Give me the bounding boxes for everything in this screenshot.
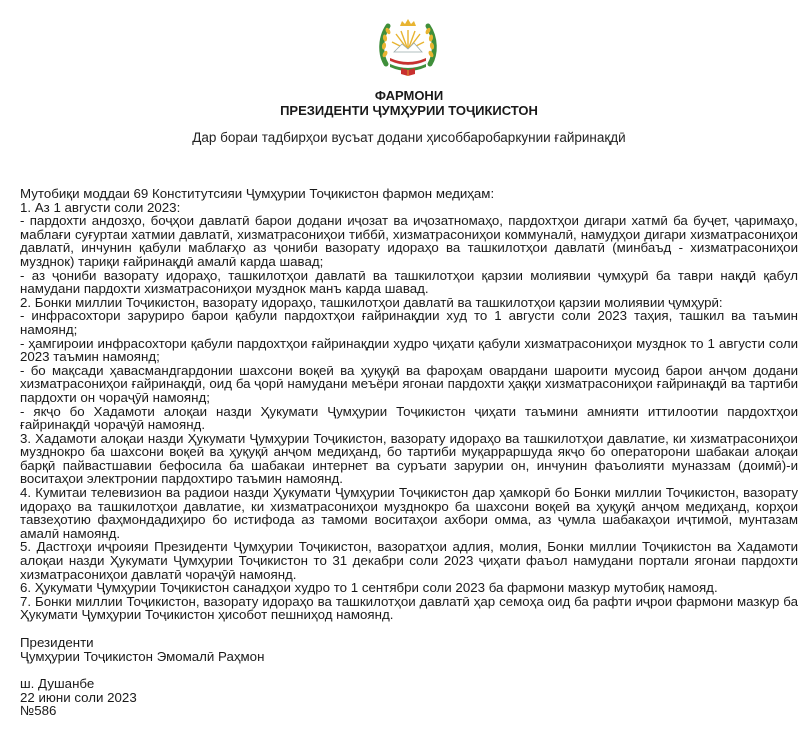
signature-block	[20, 636, 798, 663]
paragraph: - инфрасохтори заруриро барои қабули пардохтҳои ғайринақдии худ то 1 августи соли 2023 таҳия, ташкил ва таъмин намоянд;	[20, 308, 798, 337]
paragraph: - аз ҷониби вазорату идораҳо, ташкилотҳои давлатӣ ва ташкилотҳои қарзии молиявии ҷумҳурӣ ба таври нақдӣ қабул намудани пардохти хизматрасониҳои музднок манъ карда шавад.	[20, 267, 798, 297]
decree-body	[20, 187, 798, 622]
decree-number: №586	[20, 703, 57, 719]
decree-subtitle: Дар бораи тадбирҳои вусъат додани ҳисоббаробаркунии ғайринақдӣ	[192, 130, 626, 145]
decree-title	[20, 88, 798, 118]
paragraph: - якҷо бо Хадамоти алоқаи назди Ҳукумати Ҷумҳурии Тоҷикистон ҷиҳати таъмини амнияти иттилоотии пардохтҳои ғайринақдӣ чораҷӯӣ намоянд.	[20, 403, 798, 433]
tajikistan-emblem-icon	[376, 14, 440, 78]
paragraph: 3. Хадамоти алоқаи назди Ҳукумати Ҷумҳурии Тоҷикистон, вазорату идораҳо ва ташкилотҳои давлатие, ки хизматрасониҳои музднокро ба шахсони воқеӣ ва ҳуқуқӣ анҷом медиҳанд, бо тартиби муқарраршуда якҷо бо операторони шабакаи алоқаи барқӣ пайвастшавии бефосила ба шабакаи интернет ва суръати зарурии он, инчунин фаъолияти муназзам (доимӣ)-и воситаҳои электронии пардохтиро таъмин намоянд.	[20, 430, 798, 487]
title-line-1: ФАРМОНИ	[374, 88, 444, 103]
emblem-container	[20, 14, 798, 80]
signature-name: Ҷумҳурии Тоҷикистон Эмомалӣ Раҳмон	[20, 648, 265, 664]
paragraph: 2. Бонки миллии Тоҷикистон, вазорату идораҳо, ташкилотҳои давлатӣ ва ташкилотҳои қарзии молиявии ҷумҳурӣ:	[20, 294, 723, 310]
decree-page	[20, 14, 798, 718]
paragraph: 7. Бонки миллии Тоҷикистон, вазорату идораҳо ва ташкилотҳои давлатӣ ҳар семоҳа оид ба рафти иҷрои фармони мазкур ба Ҳукумати Ҷумҳурии Тоҷикистон ҳисобот пешниҳод намоянд.	[20, 593, 798, 623]
signature-title: Президенти	[20, 635, 94, 650]
decree-footer	[20, 677, 798, 718]
issue-date: 22 июни соли 2023	[20, 689, 137, 705]
paragraph: - ҳамгироии инфрасохтори қабули пардохтҳои ғайринақдии худро ҷиҳати қабули хизматрасониҳои музднок то 1 августи соли 2023 таъмин намоянд;	[20, 335, 798, 365]
issue-place: ш. Душанбе	[20, 676, 95, 692]
paragraph: - пардохти андозҳо, боҷҳои давлатӣ барои додани иҷозат ва иҷозатномаҳо, пардохтҳои дигари хатмӣ ба буҷет, ҷаримаҳо, маблағи суғуртаи хатмии давлатӣ, хизматрасониҳои тиббӣ, хизматрасониҳои коммуналӣ, намудҳои дигари хизматрасониҳои давлатӣ, инчунин қабули маблағҳо аз ҷониби вазорату идораҳо ва ташкилотҳои давлатӣ (минбаъд - хизматрасониҳои музднок) тариқи ғайринақдӣ амалӣ карда шавад;	[20, 213, 798, 269]
paragraph: 1. Аз 1 августи соли 2023:	[20, 199, 181, 215]
paragraph: 6. Ҳукумати Ҷумҳурии Тоҷикистон санадҳои худро то 1 сентябри соли 2023 ба фармони мазкур мутобиқ намояд.	[20, 580, 718, 596]
paragraph: 5. Дастгоҳи иҷроияи Президенти Ҷумҳурии Тоҷикистон, вазоратҳои адлия, молия, Бонки миллии Тоҷикистон ва Хадамоти алоқаи назди Ҳукумати Ҷумҳурии Тоҷикистон то 31 декабри соли 2023 ҷиҳати фаъол намудани портали ягонаи пардохти хизматрасониҳои давлатӣ чораҷӯӣ намоянд.	[20, 539, 798, 582]
paragraph: 4. Кумитаи телевизион ва радиои назди Ҳукумати Ҷумҳурии Тоҷикистон дар ҳамкорӣ бо Бонки миллии Тоҷикистон, вазорату идораҳо ва ташкилотҳои давлатие, ки хизматрасониҳои музднокро ба шахсони воқеӣ ва ҳуқуқӣ анҷом медиҳанд, корҳои тавзеҳотию фаҳмондадиҳиро бо истифода аз тамоми воситаҳои ахбори омма, аз ҷумла шабакаҳои иҷтимоӣ, мунтазам амалӣ намоянд.	[20, 485, 798, 541]
title-line-2: ПРЕЗИДЕНТИ ҶУМҲУРИИ ТОҶИКИСТОН	[280, 103, 538, 118]
paragraph: - бо мақсади ҳавасмандгардонии шахсони воқеӣ ва ҳуқуқӣ ва фароҳам овардани шароити мусоид барои анҷом додани хизматрасониҳои ғайринақдӣ, оид ба ҷорӣ намудани меъёри ягонаи пардохти ҳаққи хизматрасониҳои ғайринақдӣ ва тартиби пардохти он чораҷӯӣ намоянд;	[20, 362, 798, 405]
paragraph: Мутобиқи моддаи 69 Конститутсияи Ҷумҳурии Тоҷикистон фармон медиҳам:	[20, 186, 495, 201]
